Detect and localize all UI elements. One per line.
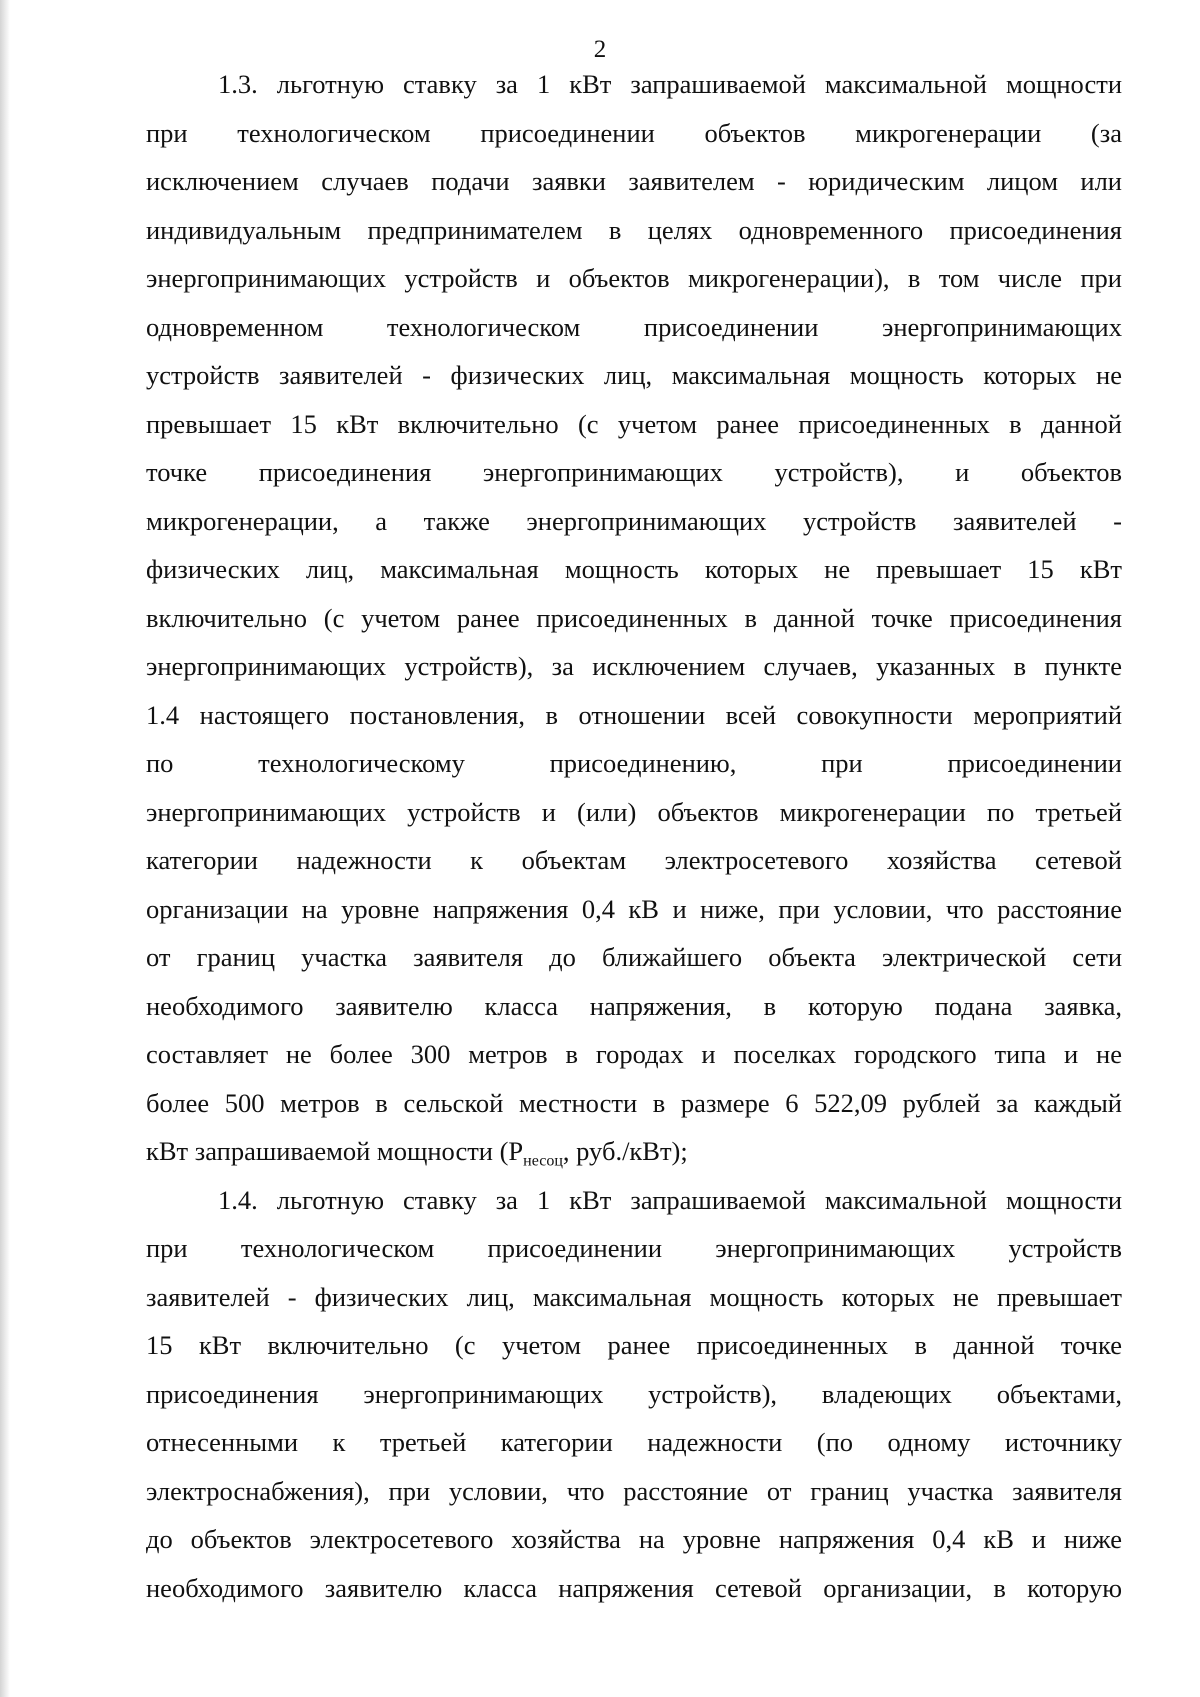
text-line: одновременном технологическом присоединении энергопринимающих <box>146 311 1122 342</box>
text-line: 1.4 настоящего постановления, в отношении всей совокупности мероприятий <box>146 699 1122 730</box>
text-line: категории надежности к объектам электросетевого хозяйства сетевой <box>146 845 1122 875</box>
subscript-nesots: несоц <box>523 1152 563 1170</box>
text-line: до объектов электросетевого хозяйства на уровне напряжения 0,4 кВ и ниже <box>146 1524 1122 1554</box>
text-line-with-subscript <box>146 1127 1122 1176</box>
scan-edge-shadow <box>0 0 10 1697</box>
text-line: превышает 15 кВт включительно (с учетом ранее присоединенных в данной <box>146 408 1122 439</box>
text-line: необходимого заявителю класса напряжения сетевой организации, в которую <box>146 1572 1122 1603</box>
text-line: энергопринимающих устройств и (или) объектов микрогенерации по третьей <box>146 796 1122 827</box>
text-line: от границ участка заявителя до ближайшего объекта электрической сети <box>146 942 1122 972</box>
text-line: 1.3. льготную ставку за 1 кВт запрашиваемой максимальной мощности <box>218 69 1122 99</box>
text-line: включительно (с учетом ранее присоединенных в данной точке присоединения <box>146 602 1122 633</box>
document-body <box>146 60 1122 1612</box>
text-line: микрогенерации, а также энергопринимающих устройств заявителей - <box>146 505 1122 536</box>
text-line: электроснабжения), при условии, что расстояние от границ участка заявителя <box>146 1475 1122 1506</box>
text-line: 15 кВт включительно (с учетом ранее присоединенных в данной точке <box>146 1330 1122 1360</box>
text-line: энергопринимающих устройств и объектов микрогенерации), в том числе при <box>146 263 1122 293</box>
text-line: физических лиц, максимальная мощность которых не превышает 15 кВт <box>146 554 1122 584</box>
text-line: по технологическому присоединению, при присоединении <box>146 748 1122 778</box>
paragraph-1-3 <box>146 60 1122 1176</box>
text-line: необходимого заявителю класса напряжения, в которую подана заявка, <box>146 990 1122 1021</box>
text-line: индивидуальным предпринимателем в целях одновременного присоединения <box>146 214 1122 245</box>
text-line: составляет не более 300 метров в городах и поселках городского типа и не <box>146 1039 1122 1069</box>
text-line: заявителей - физических лиц, максимальная мощность которых не превышает <box>146 1281 1122 1312</box>
text-line: более 500 метров в сельской местности в размере 6 522,09 рублей за каждый <box>146 1087 1122 1118</box>
text-line: при технологическом присоединении объектов микрогенерации (за <box>146 117 1122 148</box>
text-line: точке присоединения энергопринимающих устройств), и объектов <box>146 457 1122 487</box>
text-line: энергопринимающих устройств), за исключением случаев, указанных в пункте <box>146 651 1122 681</box>
text-fragment: , руб./кВт); <box>562 1136 688 1166</box>
text-line: 1.4. льготную ставку за 1 кВт запрашиваемой максимальной мощности <box>218 1184 1122 1215</box>
text-line: при технологическом присоединении энергопринимающих устройств <box>146 1233 1122 1263</box>
page-number: 2 <box>593 36 607 63</box>
text-line: присоединения энергопринимающих устройств), владеющих объектами, <box>146 1378 1122 1409</box>
text-fragment: кВт запрашиваемой мощности (P <box>146 1136 524 1166</box>
text-line: устройств заявителей - физических лиц, максимальная мощность которых не <box>146 360 1122 390</box>
text-line: организации на уровне напряжения 0,4 кВ и ниже, при условии, что расстояние <box>146 893 1122 924</box>
text-line: исключением случаев подачи заявки заявителем - юридическим лицом или <box>146 166 1122 196</box>
text-line: отнесенными к третьей категории надежности (по одному источнику <box>146 1427 1122 1457</box>
paragraph-1-4 <box>146 1176 1122 1613</box>
